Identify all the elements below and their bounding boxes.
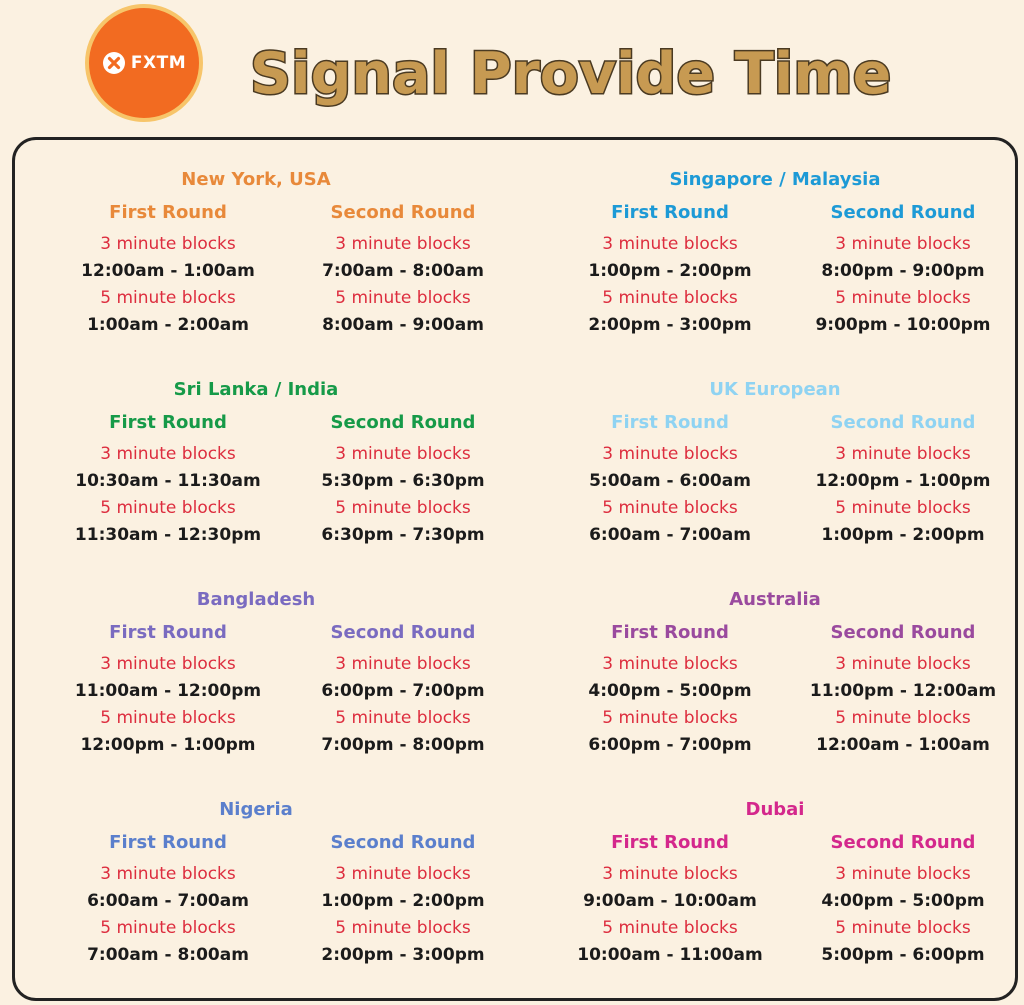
three-minute-time: 5:00am - 6:00am: [589, 471, 751, 491]
round-title: Second Round: [330, 832, 476, 853]
three-minute-label: 3 minute blocks: [335, 654, 471, 674]
three-minute-label: 3 minute blocks: [335, 444, 471, 464]
three-minute-time: 1:00pm - 2:00pm: [321, 891, 485, 911]
five-minute-label: 5 minute blocks: [100, 918, 236, 938]
three-minute-time: 10:30am - 11:30am: [75, 471, 261, 491]
round-title: Second Round: [830, 202, 976, 223]
five-minute-time: 6:00am - 7:00am: [589, 525, 751, 545]
region-new-york-usa: [28, 168, 528, 368]
second-round: [303, 202, 503, 340]
round-title: First Round: [109, 622, 227, 643]
second-round: [803, 622, 1003, 760]
five-minute-label: 5 minute blocks: [335, 708, 471, 728]
three-minute-time: 4:00pm - 5:00pm: [821, 891, 985, 911]
five-minute-label: 5 minute blocks: [835, 498, 971, 518]
first-round: [68, 622, 268, 760]
round-title: Second Round: [330, 622, 476, 643]
five-minute-label: 5 minute blocks: [602, 498, 738, 518]
five-minute-label: 5 minute blocks: [335, 918, 471, 938]
five-minute-time: 7:00am - 8:00am: [87, 945, 249, 965]
second-round: [803, 412, 1003, 550]
five-minute-time: 12:00am - 1:00am: [816, 735, 990, 755]
region-bangladesh: [28, 588, 528, 788]
round-title: First Round: [109, 202, 227, 223]
three-minute-time: 9:00am - 10:00am: [583, 891, 757, 911]
five-minute-label: 5 minute blocks: [602, 708, 738, 728]
five-minute-time: 6:30pm - 7:30pm: [321, 525, 485, 545]
second-round: [303, 412, 503, 550]
round-title: First Round: [611, 412, 729, 433]
second-round: [303, 832, 503, 970]
three-minute-label: 3 minute blocks: [100, 864, 236, 884]
round-title: Second Round: [830, 832, 976, 853]
first-round: [68, 832, 268, 970]
round-title: First Round: [109, 412, 227, 433]
second-round: [803, 202, 1003, 340]
three-minute-label: 3 minute blocks: [100, 234, 236, 254]
region-uk-european: [525, 378, 1024, 578]
first-round: [570, 622, 770, 760]
round-title: First Round: [109, 832, 227, 853]
five-minute-time: 12:00pm - 1:00pm: [80, 735, 256, 755]
three-minute-label: 3 minute blocks: [335, 864, 471, 884]
region-name: Dubai: [745, 799, 805, 820]
five-minute-label: 5 minute blocks: [835, 288, 971, 308]
five-minute-label: 5 minute blocks: [602, 288, 738, 308]
region-dubai: [525, 798, 1024, 998]
five-minute-label: 5 minute blocks: [100, 498, 236, 518]
region-name: Bangladesh: [196, 589, 316, 610]
five-minute-label: 5 minute blocks: [602, 918, 738, 938]
three-minute-label: 3 minute blocks: [835, 864, 971, 884]
first-round: [68, 202, 268, 340]
round-title: Second Round: [330, 202, 476, 223]
second-round: [803, 832, 1003, 970]
round-title: First Round: [611, 202, 729, 223]
five-minute-time: 2:00pm - 3:00pm: [588, 315, 752, 335]
three-minute-label: 3 minute blocks: [602, 654, 738, 674]
region-name: UK European: [709, 379, 841, 400]
fxtm-logo: [85, 4, 203, 122]
region-singapore-malaysia: [525, 168, 1024, 368]
first-round: [68, 412, 268, 550]
three-minute-time: 5:30pm - 6:30pm: [321, 471, 485, 491]
three-minute-label: 3 minute blocks: [835, 444, 971, 464]
first-round: [570, 202, 770, 340]
region-name: Singapore / Malaysia: [669, 169, 881, 190]
five-minute-time: 5:00pm - 6:00pm: [821, 945, 985, 965]
fxtm-x-icon: [102, 51, 126, 75]
five-minute-label: 5 minute blocks: [835, 918, 971, 938]
round-title: Second Round: [830, 622, 976, 643]
three-minute-time: 12:00pm - 1:00pm: [815, 471, 991, 491]
three-minute-label: 3 minute blocks: [335, 234, 471, 254]
three-minute-label: 3 minute blocks: [602, 864, 738, 884]
three-minute-time: 12:00am - 1:00am: [81, 261, 255, 281]
five-minute-time: 6:00pm - 7:00pm: [588, 735, 752, 755]
three-minute-time: 7:00am - 8:00am: [322, 261, 484, 281]
five-minute-time: 2:00pm - 3:00pm: [321, 945, 485, 965]
three-minute-time: 11:00pm - 12:00am: [809, 681, 997, 701]
five-minute-label: 5 minute blocks: [100, 288, 236, 308]
three-minute-time: 11:00am - 12:00pm: [74, 681, 262, 701]
first-round: [570, 412, 770, 550]
first-round: [570, 832, 770, 970]
round-title: First Round: [611, 622, 729, 643]
region-name: New York, USA: [181, 169, 331, 190]
five-minute-label: 5 minute blocks: [835, 708, 971, 728]
region-name: Australia: [729, 589, 821, 610]
region-name: Nigeria: [219, 799, 293, 820]
region-australia: [525, 588, 1024, 788]
five-minute-time: 10:00am - 11:00am: [577, 945, 763, 965]
five-minute-time: 7:00pm - 8:00pm: [321, 735, 485, 755]
three-minute-label: 3 minute blocks: [602, 234, 738, 254]
region-nigeria: [28, 798, 528, 998]
round-title: Second Round: [830, 412, 976, 433]
round-title: First Round: [611, 832, 729, 853]
three-minute-label: 3 minute blocks: [835, 234, 971, 254]
three-minute-label: 3 minute blocks: [100, 654, 236, 674]
five-minute-label: 5 minute blocks: [335, 288, 471, 308]
five-minute-time: 1:00am - 2:00am: [87, 315, 249, 335]
round-title: Second Round: [330, 412, 476, 433]
three-minute-label: 3 minute blocks: [835, 654, 971, 674]
region-sri-lanka-india: [28, 378, 528, 578]
page-title: Signal Provide Time: [250, 41, 892, 107]
five-minute-time: 11:30am - 12:30pm: [74, 525, 262, 545]
five-minute-label: 5 minute blocks: [335, 498, 471, 518]
five-minute-label: 5 minute blocks: [100, 708, 236, 728]
three-minute-time: 8:00pm - 9:00pm: [821, 261, 985, 281]
region-name: Sri Lanka / India: [173, 379, 339, 400]
three-minute-label: 3 minute blocks: [100, 444, 236, 464]
five-minute-time: 1:00pm - 2:00pm: [821, 525, 985, 545]
three-minute-time: 1:00pm - 2:00pm: [588, 261, 752, 281]
three-minute-time: 6:00am - 7:00am: [87, 891, 249, 911]
second-round: [303, 622, 503, 760]
three-minute-label: 3 minute blocks: [602, 444, 738, 464]
three-minute-time: 4:00pm - 5:00pm: [588, 681, 752, 701]
logo-text: FXTM: [130, 53, 187, 73]
five-minute-time: 9:00pm - 10:00pm: [815, 315, 991, 335]
five-minute-time: 8:00am - 9:00am: [322, 315, 484, 335]
three-minute-time: 6:00pm - 7:00pm: [321, 681, 485, 701]
